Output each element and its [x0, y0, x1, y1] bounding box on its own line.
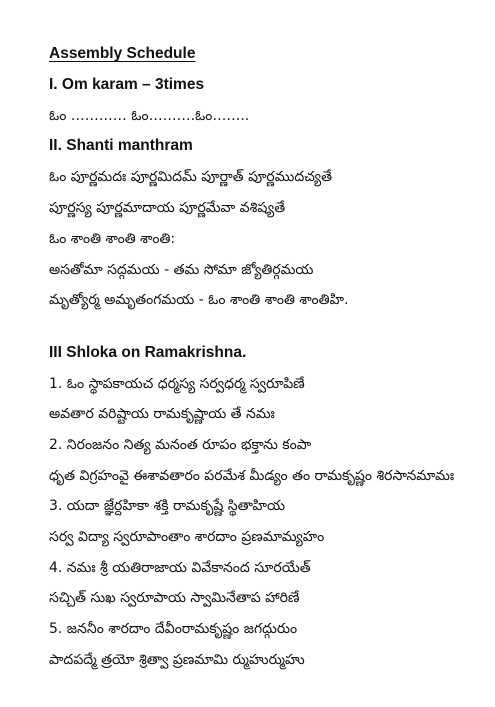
text-line: పూర్ణస్య పూర్ణమాదాయ పూర్ణమేవా వశిష్యతే — [49, 200, 286, 216]
text-line: 1. ఓం స్థాపకాయచ ధర్మస్య సర్వధర్మ స్వరూపిణే — [49, 376, 305, 392]
text-line: పాదపద్మే త్రయో శ్రిత్వా ప్రణమామి ర్ముహుర్ముహు — [49, 652, 305, 668]
text-line: ఓం ………… ఓం……….ఓం…….. — [49, 108, 250, 124]
text-line: 4. నమః శ్రీ యతిరాజాయ వివేకానంద సూరయేత్ — [49, 560, 311, 576]
text-line: ఓం పూర్ణమదః పూర్ణమిదమ్ పూర్ణాత్ పూర్ణముదచ్యతే — [49, 169, 333, 185]
section-heading-shanti-manthram: II. Shanti manthram — [49, 137, 193, 154]
text-line: అసతోమా సద్గమయ - తమ సోమా జ్యోతిర్గమయ — [49, 262, 314, 278]
document-page — [49, 44, 495, 707]
document-title: Assembly Schedule — [49, 45, 196, 62]
text-line: ధృత విగ్రహంవై ఈశావతారం పరమేశ మీడ్యం తం రామకృష్ణం శిరసానమామః — [49, 468, 455, 484]
text-line: ఓం శాంతి శాంతి శాంతి: — [49, 231, 176, 247]
section-heading-om-karam: I. Om karam – 3times — [49, 76, 205, 93]
text-line: 3. యదా జ్ఞేర్దహికా శక్తి రామకృష్ణే స్థితాహియ — [49, 498, 285, 514]
text-line: సచ్చిత్ సుఖ స్వరూపాయ స్వామినేతాప హారిణే — [49, 590, 300, 606]
text-line: అవతార వరిష్టాయ రామకృష్ణాయ తే నమః — [49, 406, 275, 422]
section-heading-shloka-ramakrishna: III Shloka on Ramakrishna. — [49, 344, 247, 361]
text-line: 2. నిరంజనం నిత్య మనంత రూపం భక్తాను కంపా — [49, 437, 312, 453]
text-line: సర్వ విద్యా స్వరూపాంతాం శారదాం ప్రణమామ్యహం — [49, 529, 325, 545]
text-line: 5. జననీం శారదాం దేవీంరామకృష్ణం జగద్గురుం — [49, 621, 298, 637]
text-line: మృత్యోర్మ అమృతంగమయ - ఓం శాంతి శాంతి శాంతిహి. — [49, 292, 349, 308]
